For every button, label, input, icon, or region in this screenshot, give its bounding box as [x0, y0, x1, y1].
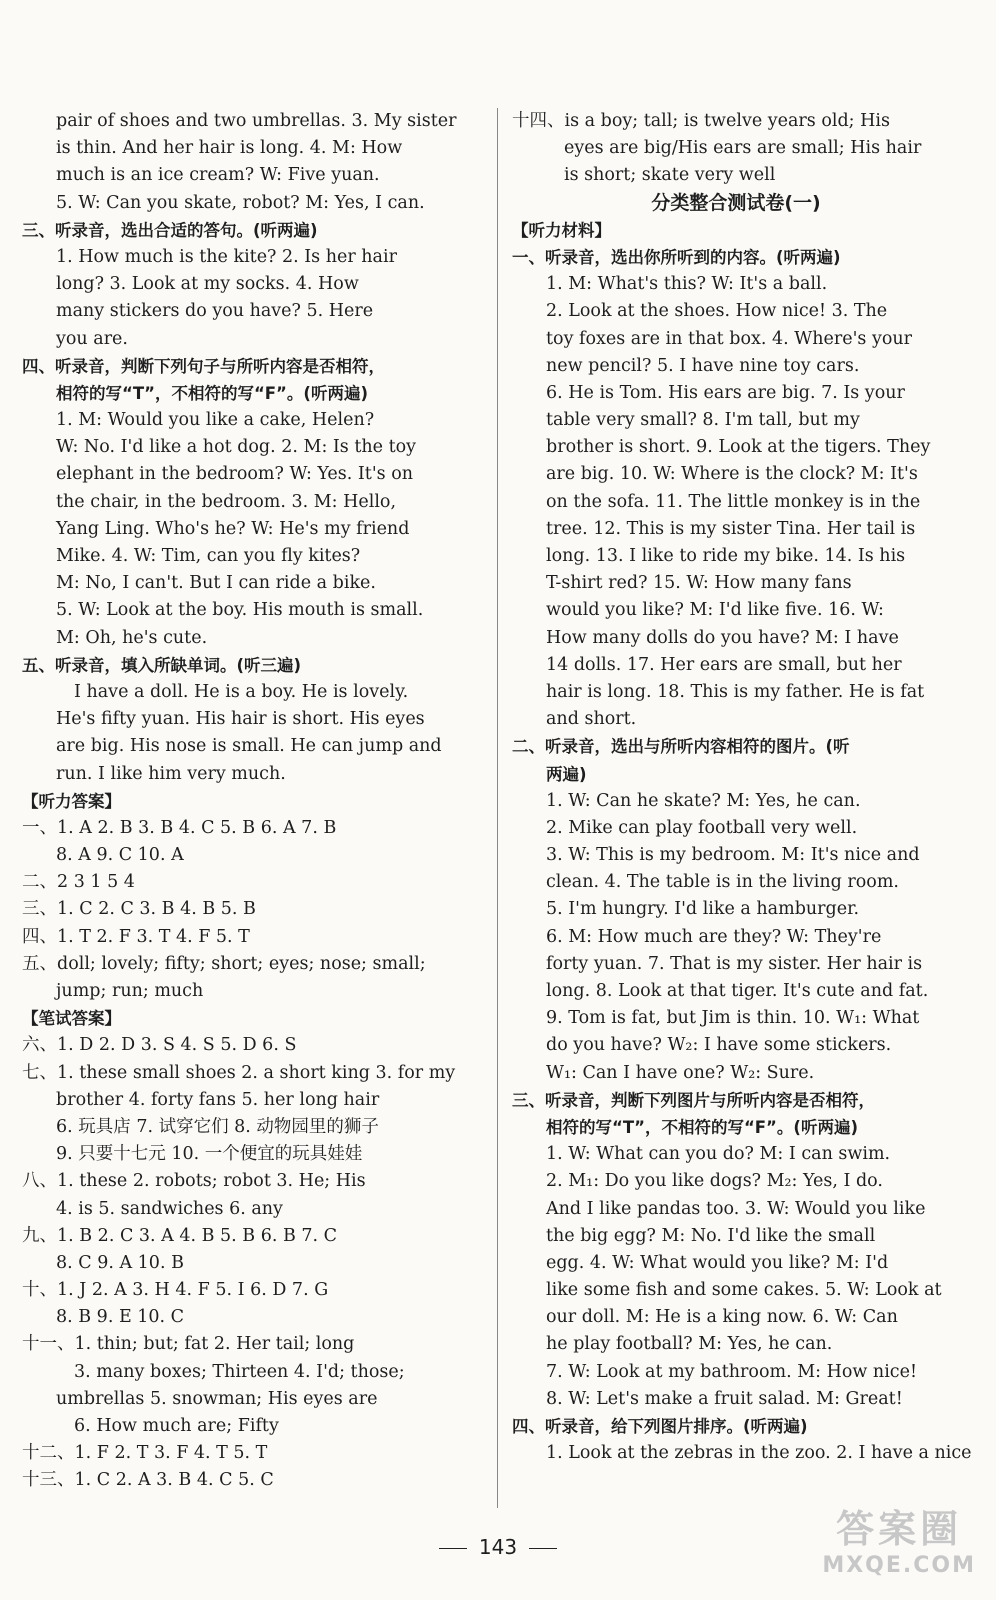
text-line: much is an ice cream? W: Five yuan. [56, 165, 380, 186]
section-heading: 一、听录音，选出你所听到的内容。(听两遍) [512, 247, 841, 267]
answer-line: 十三、1. C 2. A 3. B 4. C 5. C [22, 1470, 274, 1491]
text-line: long. 13. I like to ride my bike. 14. Is his [546, 546, 906, 566]
text-line: I have a doll. He is a boy. He is lovely. [74, 681, 409, 702]
page-number-text: 143 [478, 1535, 518, 1559]
answer-line: 十、1. J 2. A 3. H 4. F 5. I 6. D 7. G [22, 1280, 329, 1301]
answer-line: 九、1. B 2. C 3. A 4. B 5. B 6. B 7. C [22, 1225, 338, 1246]
text-line: 6. He is Tom. His ears are big. 7. Is your [546, 382, 905, 403]
watermark-text: 答案圈 [836, 1507, 963, 1551]
answer-line: 六、1. D 2. D 3. S 4. S 5. D 6. S [22, 1035, 297, 1056]
text-line: 9. Tom is fat, but Jim is thin. 10. W₁: What [546, 1008, 920, 1029]
left-column [22, 108, 484, 1495]
text-line: would you like? M: I'd like five. 16. W: [546, 600, 884, 621]
text-line: 1. W: Can he skate? M: Yes, he can. [546, 790, 861, 811]
text-line: 1. M: Would you like a cake, Helen? [56, 410, 375, 431]
answer-line: 二、2 3 1 5 4 [22, 872, 135, 893]
text-line: the chair, in the bedroom. 3. M: Hello, [56, 491, 397, 512]
answer-line: 十四、is a boy; tall; is twelve years old; His [512, 111, 890, 131]
section-heading: 四、听录音，判断下列句子与所听内容是否相符， [22, 356, 385, 376]
text-line: 2. Look at the shoes. How nice! 3. The [546, 301, 888, 322]
text-line: tree. 12. This is my sister Tina. Her tail is [546, 518, 916, 539]
section-heading: 【听力材料】 [512, 220, 611, 240]
text-line: he play football? M: Yes, he can. [546, 1334, 833, 1355]
section-heading: 三、听录音，判断下列图片与所听内容是否相符， [512, 1090, 875, 1110]
text-line: 1. How much is the kite? 2. Is her hair [56, 246, 397, 267]
text-line: are big. His nose is small. He can jump and [56, 736, 442, 757]
text-line: M: Oh, he's cute. [56, 627, 208, 648]
section-heading: 二、听录音，选出与所听内容相符的图片。(听 [512, 737, 850, 757]
text-line: are big. 10. W: Where is the clock? M: It's [546, 464, 918, 485]
answer-line: 6. 玩具店 7. 试穿它们 8. 动物园里的狮子 [56, 1116, 379, 1137]
answer-line: brother 4. forty fans 5. her long hair [56, 1089, 380, 1110]
text-line: 3. W: This is my bedroom. M: It's nice and [546, 845, 920, 866]
watermark-url: MXQE.COM [822, 1553, 976, 1578]
answer-line: eyes are big/His ears are small; His hair [564, 138, 922, 159]
text-line: long. 8. Look at that tiger. It's cute and fat. [546, 981, 929, 1001]
answer-line: 8. B 9. E 10. C [56, 1307, 185, 1328]
answer-line: is short; skate very well [564, 165, 776, 186]
answer-line: 七、1. these small shoes 2. a short king 3. for my [22, 1062, 456, 1083]
answer-heading: 【笔试答案】 [22, 1009, 121, 1029]
text-line: on the sofa. 11. The little monkey is in the [546, 491, 921, 512]
section-heading: 三、听录音，选出合适的答句。(听两遍) [22, 220, 318, 240]
text-line: run. I like him very much. [56, 763, 286, 784]
text-line: W: No. I'd like a hot dog. 2. M: Is the toy [56, 437, 417, 458]
text-line: elephant in the bedroom? W: Yes. It's on [56, 464, 413, 485]
dash-left [439, 1548, 467, 1549]
text-line: 8. W: Let's make a fruit salad. M: Great! [546, 1388, 903, 1409]
section-heading: 相符的写“T”，不相符的写“F”。(听两遍) [56, 383, 368, 403]
text-line: brother is short. 9. Look at the tigers. They [546, 437, 931, 458]
test-title: 分类整合测试卷(一) [651, 191, 821, 214]
answer-line: umbrellas 5. snowman; His eyes are [56, 1388, 378, 1409]
text-line: you are. [56, 328, 128, 349]
text-line: like some fish and some cakes. 5. W: Look at [546, 1280, 942, 1301]
text-line: and short. [546, 709, 637, 730]
text-line: 5. I'm hungry. I'd like a hamburger. [546, 899, 860, 920]
text-line: 5. W: Look at the boy. His mouth is small. [56, 600, 424, 621]
watermark-logo [822, 1498, 976, 1578]
answer-line: 十一、1. thin; but; fat 2. Her tail; long [22, 1334, 355, 1355]
text-line: M: No, I can't. But I can ride a bike. [56, 573, 376, 594]
answer-line: 6. How much are; Fifty [74, 1416, 279, 1436]
text-line: toy foxes are in that box. 4. Where's your [546, 328, 913, 349]
text-line: pair of shoes and two umbrellas. 3. My sister [56, 111, 457, 131]
text-line: 1. W: What can you do? M: I can swim. [546, 1144, 891, 1165]
answer-line: 3. many boxes; Thirteen 4. I'd; those; [74, 1361, 405, 1382]
text-line: long? 3. Look at my socks. 4. How [56, 274, 359, 295]
text-line: clean. 4. The table is in the living room. [546, 872, 899, 893]
text-line: How many dolls do you have? M: I have [546, 627, 899, 648]
text-line: is thin. And her hair is long. 4. M: How [56, 138, 403, 159]
text-line: 2. M₁: Do you like dogs? M₂: Yes, I do. [546, 1171, 883, 1192]
text-line: egg. 4. W: What would you like? M: I'd [546, 1252, 889, 1273]
text-line: do you have? W₂: I have some stickers. [546, 1035, 892, 1056]
text-line: Yang Ling. Who's he? W: He's my friend [56, 518, 410, 539]
text-line: forty yuan. 7. That is my sister. Her hair is [546, 953, 923, 974]
answer-line: 8. C 9. A 10. B [56, 1252, 184, 1273]
text-line: 5. W: Can you skate, robot? M: Yes, I can. [56, 192, 425, 213]
text-line: hair is long. 18. This is my father. He is fat [546, 681, 925, 702]
dash-right [529, 1548, 557, 1549]
section-heading: 两遍) [546, 764, 587, 784]
text-line: table very small? 8. I'm tall, but my [546, 410, 860, 431]
right-column [512, 108, 972, 1467]
text-line: the big egg? M: No. I'd like the small [546, 1225, 876, 1246]
answer-line: jump; run; much [56, 981, 204, 1001]
answer-line: 4. is 5. sandwiches 6. any [56, 1198, 283, 1219]
answer-line: 四、1. T 2. F 3. T 4. F 5. T [22, 926, 250, 947]
section-heading: 四、听录音，给下列图片排序。(听两遍) [512, 1417, 808, 1436]
text-line: our doll. M: He is a king now. 6. W: Can [546, 1307, 898, 1328]
section-heading: 五、听录音，填入所缺单词。(听三遍) [22, 655, 302, 675]
section-heading: 相符的写“T”，不相符的写“F”。(听两遍) [546, 1117, 858, 1137]
answer-heading: 【听力答案】 [22, 791, 121, 811]
answer-line: 三、1. C 2. C 3. B 4. B 5. B [22, 899, 256, 920]
text-line: W₁: Can I have one? W₂: Sure. [546, 1062, 815, 1083]
text-line: And I like pandas too. 3. W: Would you like [546, 1198, 926, 1219]
text-line: new pencil? 5. I have nine toy cars. [546, 355, 860, 376]
text-line: Mike. 4. W: Tim, can you fly kites? [56, 546, 361, 566]
answer-line: 8. A 9. C 10. A [56, 845, 184, 866]
text-line: 1. Look at the zebras in the zoo. 2. I have a nice [546, 1443, 972, 1464]
answer-line: 一、1. A 2. B 3. B 4. C 5. B 6. A 7. B [22, 817, 337, 838]
text-line: many stickers do you have? 5. Here [56, 301, 374, 322]
text-line: 2. Mike can play football very well. [546, 817, 858, 838]
text-line: 6. M: How much are they? W: They're [546, 926, 882, 947]
answer-line: 八、1. these 2. robots; robot 3. He; His [22, 1171, 366, 1192]
text-line: T-shirt red? 15. W: How many fans [546, 573, 852, 594]
answer-line: 五、doll; lovely; fifty; short; eyes; nose; small; [22, 953, 426, 974]
answer-line: 9. 只要十七元 10. 一个便宜的玩具娃娃 [56, 1144, 363, 1165]
column-divider [497, 108, 498, 1508]
text-line: He's fifty yuan. His hair is short. His eyes [56, 709, 425, 730]
text-line: 7. W: Look at my bathroom. M: How nice! [546, 1361, 917, 1382]
answer-line: 十二、1. F 2. T 3. F 4. T 5. T [22, 1443, 268, 1464]
text-line: 14 dolls. 17. Her ears are small, but her [546, 654, 902, 675]
text-line: 1. M: What's this? W: It's a ball. [546, 274, 828, 295]
